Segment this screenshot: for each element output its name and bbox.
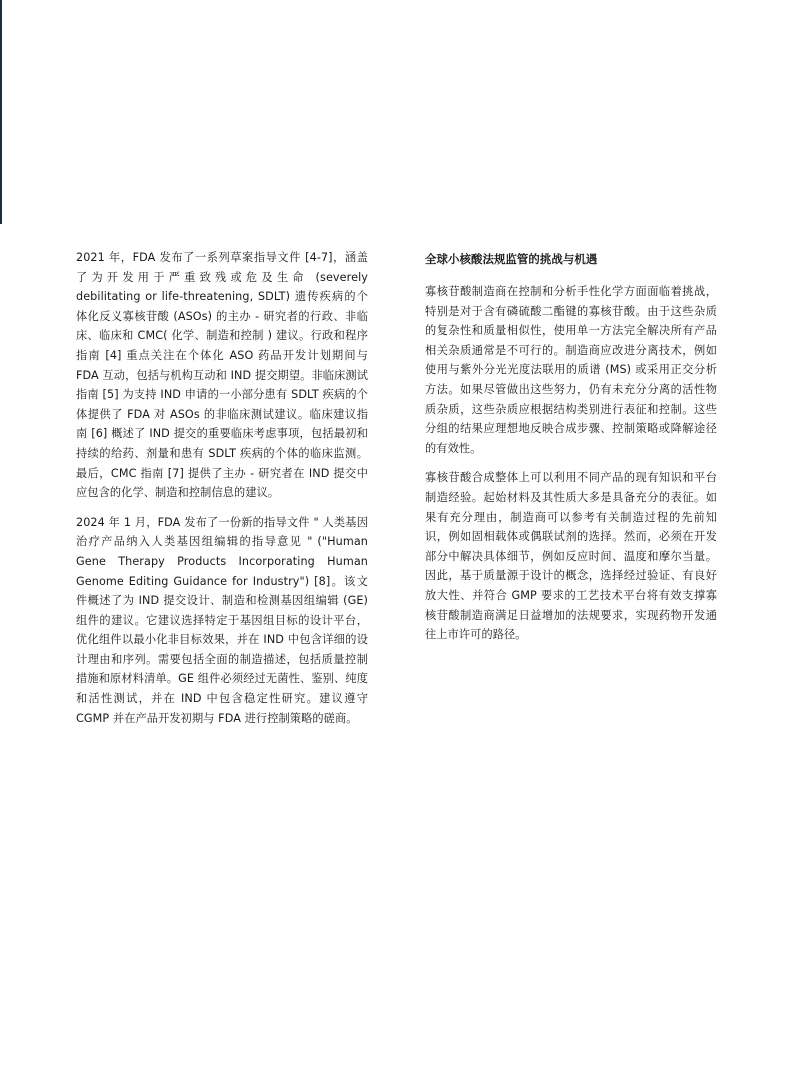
- left-column: [76, 248, 368, 738]
- right-column: [425, 248, 717, 655]
- body-paragraph-challenges: 寡核苷酸制造商在控制和分析手性化学方面面临着挑战，特别是对于含有磷硫酸二酯键的寡核苷酸。由于这些杂质的复杂性和质量相似性，使用单一方法完全解决所有产品相关杂质通常是不可行的。制造商应改进分离技术，例如使用与紫外分光光度法联用的质谱 (MS) 或采用正交分析方法。如果尽管做出这些努力，仍有未充分分离的活性物质杂质，这些杂质应根据结构类别进行表征和控制。这些分组的结果应理想地反映合成步骤、控制策略或降解途径的有效性。: [425, 285, 717, 455]
- body-paragraph-opportunities: 寡核苷酸合成整体上可以利用不同产品的现有知识和平台制造经验。起始材料及其性质大多是具备充分的表征。如果有充分理由，制造商可以参考有关制造过程的先前知识，例如固相载体或偶联试剂的选择。然而，必须在开发部分中解决具体细节，例如反应时间、温度和摩尔当量。因此，基于质量源于设计的概念，选择经过验证、有良好放大性、并符合 GMP 要求的工艺技术平台将有效支撑寡核苷酸制造商满足日益增加的法规要求，实现药物开发通往上市许可的路径。: [425, 471, 717, 642]
- page-edge-bar: [0, 0, 2, 224]
- body-paragraph-fda-2024: 2024 年 1 月，FDA 发布了一份新的指导文件 " 人类基因治疗产品纳入人类基因组编辑的指导意见 " ("Human Gene Therapy Products Incorporating Human Genome Editing Guidance for Industry") [8]。该文件概述了为 IND 提交设计、制造和检测基因组编辑 (GE) 组件的建议。它建议选择特定于基因组目标的设计平台，优化组件以最小化非目标效果，并在 IND 中包含详细的设计理由和序列。需要包括全面的制造描述，包括质量控制措施和原材料清单。GE 组件必须经过无菌性、鉴别、纯度和活性测试，并在 IND 中包含稳定性研究。建议遵守 CGMP 并在产品开发初期与 FDA 进行控制策略的磋商。: [76, 515, 368, 725]
- body-paragraph-fda-2021: 2021 年，FDA 发布了一系列草案指导文件 [4-7]，涵盖了为开发用于严重致残或危及生命 (severely debilitating or life-threatening, SDLT) 遗传疾病的个体化反义寡核苷酸 (ASOs) 的主办 - 研究者的行政、非临床、临床和 CMC( 化学、制造和控制 ) 建议。行政和程序指南 [4] 重点关注在个体化 ASO 药品开发计划期间与 FDA 互动，包括与机构互动和 IND 提交期望。非临床测试指南 [5] 为支持 IND 申请的一小部分患有 SDLT 疾病的个体提供了 FDA 对 ASOs 的非临床测试建议。临床建议指南 [6] 概述了 IND 提交的重要临床考虑事项，包括最初和持续的给药、剂量和患有 SDLT 疾病的个体的临床监测。最后，CMC 指南 [7] 提供了主办 - 研究者在 IND 提交中应包含的化学、制造和控制信息的建议。: [76, 251, 368, 500]
- section-heading: 全球小核酸法规监管的挑战与机遇: [425, 252, 598, 266]
